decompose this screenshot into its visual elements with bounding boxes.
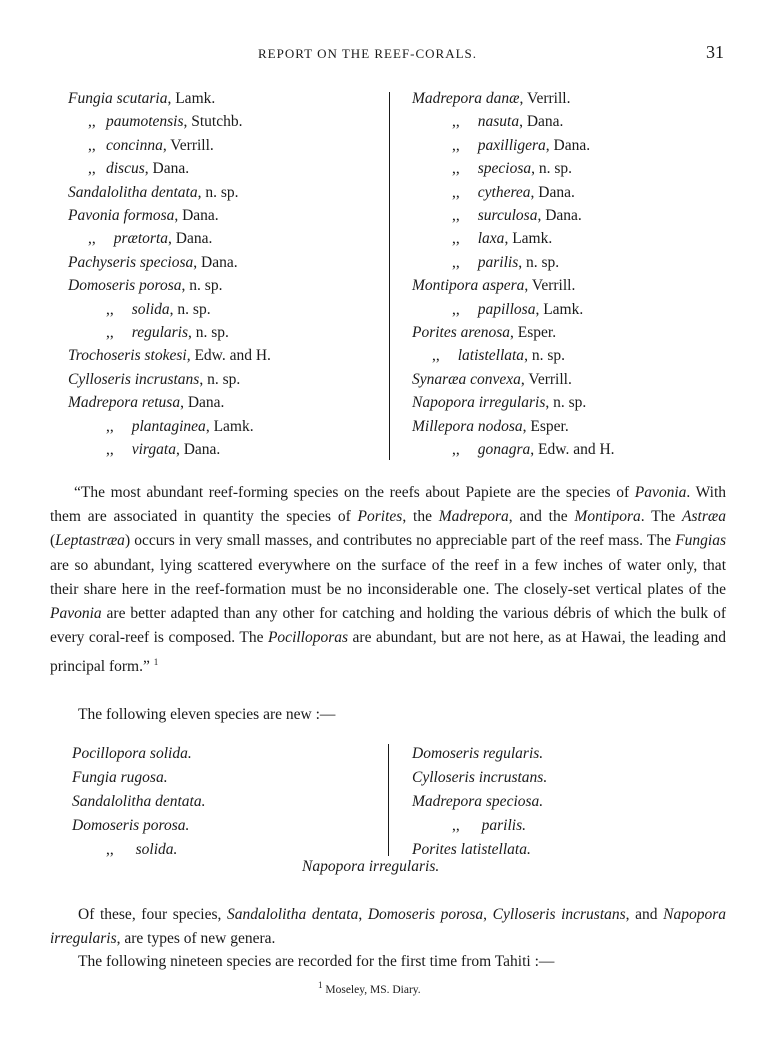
- list-item: Trochoseris stokesi, Edw. and H.: [68, 347, 271, 365]
- list-item: Napopora irregularis, n. sp.: [412, 394, 587, 412]
- list-item: Sandalolitha dentata, n. sp.: [68, 183, 239, 201]
- footnote-reference: 1: [153, 657, 159, 668]
- list-item: ,, virgata, Dana.: [106, 441, 221, 459]
- list-item: Pavonia formosa, Dana.: [68, 207, 219, 225]
- list-item: ,, latistellata, n. sp.: [432, 347, 565, 365]
- list-item: ,, cytherea, Dana.: [452, 183, 575, 201]
- list-item: Pocillopora solida.: [72, 745, 192, 762]
- list-item: Madrepora speciosa.: [412, 793, 544, 810]
- list-item: Synaræa convexa, Verrill.: [412, 370, 572, 388]
- new-species-list-left: [72, 742, 372, 862]
- new-genera-paragraph: Of these, four species, Sandalolitha dentata, Domoseris porosa, Cylloseris incrustans, and Napopora irregularis, are types of new genera.: [50, 906, 727, 947]
- list-item: ,, solida.: [106, 841, 178, 858]
- list-item: Millepora nodosa, Esper.: [412, 417, 569, 435]
- list-item: ,, nasuta, Dana.: [452, 113, 564, 131]
- list-item: Porites latistellata.: [412, 841, 531, 858]
- list-item: Sandalolitha dentata.: [72, 793, 206, 810]
- list-item: ,, prætorta, Dana.: [88, 230, 213, 248]
- list-item: ,, plantaginea, Lamk.: [106, 417, 254, 435]
- centered-species: Napopora irregularis.: [302, 858, 440, 875]
- list-item: Domoseris regularis.: [412, 745, 544, 762]
- list-item: Porites arenosa, Esper.: [412, 324, 557, 342]
- list-item: Domoseris porosa.: [72, 817, 190, 834]
- list-item: Montipora aspera, Verrill.: [412, 277, 576, 295]
- list-item: Cylloseris incrustans, n. sp.: [68, 370, 241, 388]
- list-item: ,, laxa, Lamk.: [452, 230, 553, 248]
- quoted-paragraph: “The most abundant reef-forming species on the reefs about Papiete are the species of Pavonia. With them are associated in quantity the species of Porites, the Madrepora, and the Montipora. The Astræa (Leptastræa) occurs in very small masses, and contributes no appreciable part of the reef mass. The Fungias are so abundant, lying scattered everywhere on the surface of the reef in a few inches of water only, that their share here in the reef-formation must be no inconsiderable one. The closely-set vertical plates of the Pavonia are better adapted than any other for catching and holding the various débris of which the bulk of every coral-reef is composed. The Pocilloporas are abundant, but are not here, as at Hawai, the leading and principal form.” $^1$: [50, 484, 726, 676]
- species-list-left: [68, 87, 378, 462]
- list-item: ,, discus, Dana.: [88, 160, 190, 178]
- list-item: ,, surculosa, Dana.: [452, 207, 582, 225]
- list-item: ,, parilis, n. sp.: [452, 253, 560, 271]
- list-item: Fungia scutaria, Lamk.: [68, 90, 216, 107]
- new-species-list-right: [412, 742, 712, 862]
- species-list-right: [412, 87, 702, 462]
- running-head: REPORT ON THE REEF-CORALS.: [258, 46, 478, 61]
- list-item: ,, speciosa, n. sp.: [452, 160, 573, 178]
- list-item: ,, gonagra, Edw. and H.: [452, 441, 615, 459]
- list-item: Madrepora retusa, Dana.: [68, 394, 225, 412]
- list-item: ,, solida, n. sp.: [106, 300, 211, 318]
- list-item: ,, regularis, n. sp.: [106, 324, 229, 342]
- page-number: 31: [706, 42, 724, 62]
- list-item: Fungia rugosa.: [72, 769, 168, 786]
- list-item: Cylloseris incrustans.: [412, 769, 548, 786]
- list-item: Domoseris porosa, n. sp.: [68, 277, 223, 295]
- footnote: $^1$ Moseley, MS. Diary.: [318, 980, 421, 996]
- list-item: ,, paumotensis, Stutchb.: [88, 113, 243, 131]
- list-item: ,, parilis.: [452, 817, 526, 834]
- list-item: ,, paxilligera, Dana.: [452, 136, 591, 154]
- list-item: Pachyseris speciosa, Dana.: [68, 253, 238, 271]
- list-item: ,, concinna, Verrill.: [88, 136, 214, 154]
- column-divider: [388, 744, 389, 856]
- column-divider: [389, 92, 390, 460]
- new-species-intro: The following eleven species are new :—: [78, 706, 336, 723]
- list-item: Madrepora danæ, Verrill.: [412, 90, 571, 107]
- list-item: ,, papillosa, Lamk.: [452, 300, 584, 318]
- nineteen-species-paragraph: The following nineteen species are recorded for the first time from Tahiti :—: [78, 953, 555, 970]
